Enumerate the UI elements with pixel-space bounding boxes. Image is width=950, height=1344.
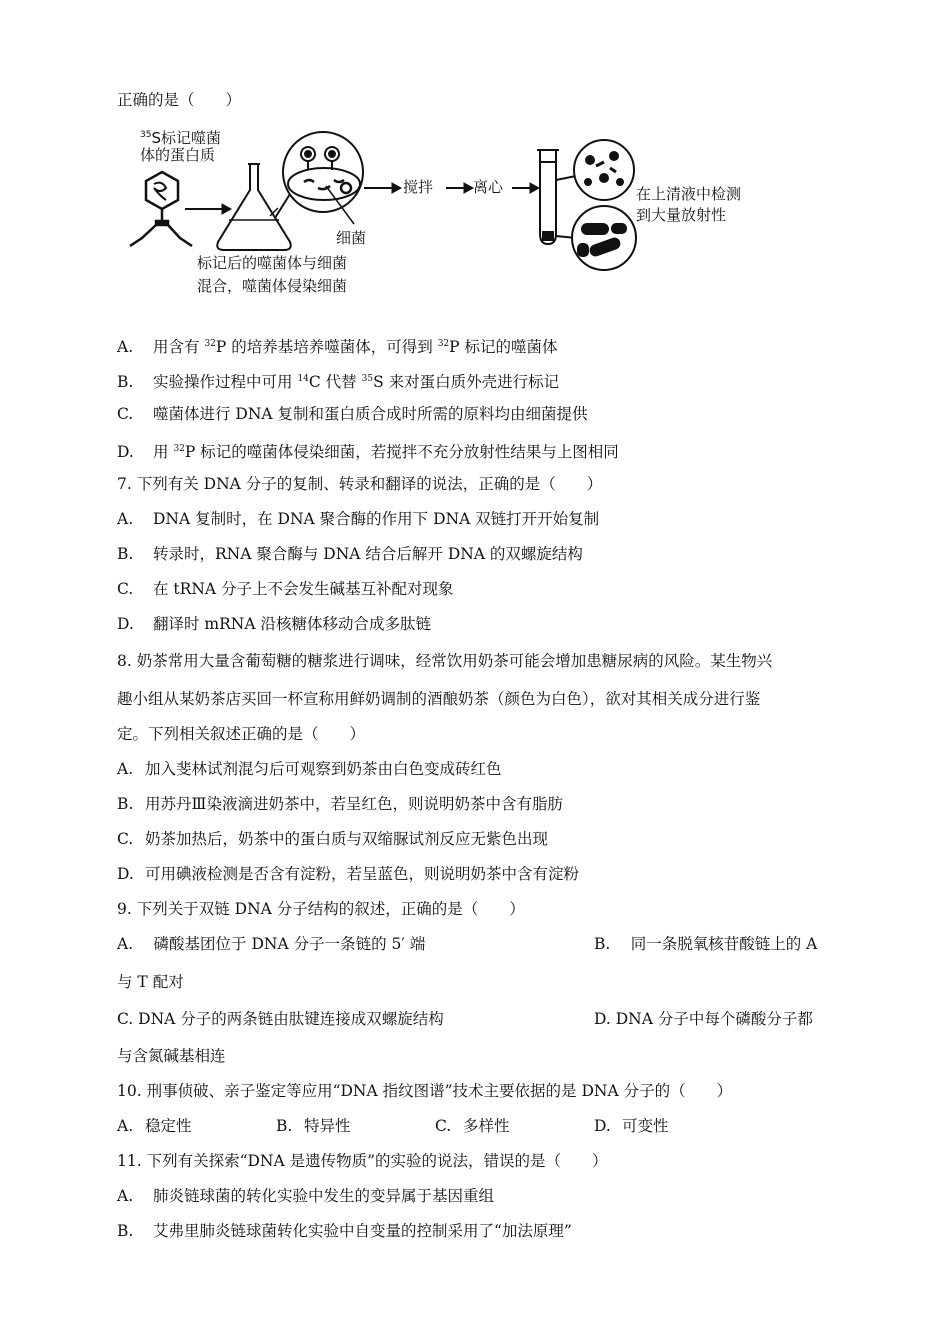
- q9-option-c: C. DNA 分子的两条链由肽键连接成双螺旋结构: [117, 1010, 444, 1028]
- diagram-label-result-line1: 在上清液中检测: [636, 185, 742, 203]
- q10-option-a: A. 稳定性: [117, 1117, 192, 1135]
- q7-option-c: C. 在 tRNA 分子上不会发生碱基互补配对现象: [117, 580, 454, 598]
- q7-stem: 7. 下列有关 DNA 分子的复制、转录和翻译的说法，正确的是（ ）: [117, 475, 603, 493]
- q11-option-a: A. 肺炎链球菌的转化实验中发生的变异属于基因重组: [117, 1187, 495, 1205]
- q7-option-a: A. DNA 复制时，在 DNA 聚合酶的作用下 DNA 双链打开开始复制: [117, 510, 600, 528]
- q10-option-d: D. 可变性: [594, 1117, 669, 1135]
- diagram-label-35s-line1: $^{35}$S标记噬菌: [140, 129, 221, 147]
- q11-stem: 11. 下列有关探索“DNA 是遗传物质”的实验的说法，错误的是（ ）: [117, 1152, 608, 1170]
- q8-option-a: A. 加入斐林试剂混匀后可观察到奶茶由白色变成砖红色: [117, 760, 502, 778]
- q10-option-b: B. 特异性: [276, 1117, 351, 1135]
- q7-option-b: B. 转录时，RNA 聚合酶与 DNA 结合后解开 DNA 的双螺旋结构: [117, 545, 583, 563]
- diagram-label-mix-line2: 混合，噬菌体侵染细菌: [197, 277, 348, 295]
- q7-option-d: D. 翻译时 mRNA 沿核糖体移动合成多肽链: [117, 615, 431, 633]
- arrow-icon: [185, 204, 231, 214]
- diagram-label-centrifuge: 离心: [473, 178, 504, 196]
- q10-option-c: C. 多样性: [435, 1117, 510, 1135]
- arrow-icon: [364, 183, 539, 193]
- q9-option-b-line2: 与 T 配对: [117, 973, 184, 991]
- q9-option-b-line1: B. 同一条脱氧核苷酸链上的 A: [594, 935, 818, 953]
- pellet-zoom-bubble-icon: [556, 206, 636, 270]
- q8-option-c: C. 奶茶加热后，奶茶中的蛋白质与双缩脲试剂反应无紫色出现: [117, 830, 549, 848]
- q6-stem-tail: 正确的是（ ）: [117, 91, 242, 109]
- q8-option-b: B. 用苏丹Ⅲ染液滴进奶茶中，若呈红色，则说明奶茶中含有脂肪: [117, 795, 563, 813]
- test-tube-icon: [537, 150, 559, 244]
- diagram-label-35s-line2: 体的蛋白质: [140, 146, 216, 164]
- q9-option-d-line1: D. DNA 分子中每个磷酸分子都: [594, 1010, 813, 1028]
- q8-stem-line1: 8. 奶茶常用大量含葡萄糖的糖浆进行调味，经常饮用奶茶可能会增加患糖尿病的风险。某生物兴: [117, 652, 773, 670]
- q8-option-d: D. 可用碘液检测是否含有淀粉，若呈蓝色，则说明奶茶中含有淀粉: [117, 865, 580, 883]
- q8-stem-line3: 定。下列相关叙述正确的是（ ）: [117, 725, 366, 743]
- q6-option-b: B. 实验操作过程中可用 $^{14}$C 代替 $^{35}$S 来对蛋白质外壳进行标记: [117, 373, 560, 391]
- q6-option-c: C. 噬菌体进行 DNA 复制和蛋白质合成时所需的原料均由细菌提供: [117, 405, 588, 423]
- phage-icon: [130, 172, 192, 246]
- q6-option-a: A. 用含有 $^{32}$P 的培养基培养噬菌体，可得到 $^{32}$P 标记的噬菌体: [117, 338, 558, 356]
- phage-experiment-diagram: [120, 120, 770, 310]
- q11-option-b: B. 艾弗里肺炎链球菌转化实验中自变量的控制采用了“加法原理”: [117, 1222, 572, 1240]
- diagram-label-result-line2: 到大量放射性: [636, 206, 727, 224]
- q9-stem: 9. 下列关于双链 DNA 分子结构的叙述，正确的是（ ）: [117, 900, 525, 918]
- q8-stem-line2: 趣小组从某奶茶店买回一杯宣称用鲜奶调制的酒酿奶茶（颜色为白色），欲对其相关成分进行鉴: [117, 690, 761, 708]
- supernatant-zoom-bubble-icon: [556, 140, 634, 200]
- diagram-label-bacteria: 细菌: [336, 229, 367, 247]
- q10-stem: 10. 刑事侦破、亲子鉴定等应用“DNA 指纹图谱”技术主要依据的是 DNA 分子的（ ）: [117, 1082, 733, 1100]
- diagram-label-mix-line1: 标记后的噬菌体与细菌: [197, 254, 348, 272]
- q9-option-a: A. 磷酸基团位于 DNA 分子一条链的 5′ 端: [117, 935, 426, 953]
- bacteria-zoom-bubble-icon: [275, 132, 363, 224]
- q6-option-d: D. 用 $^{32}$P 标记的噬菌体侵染细菌，若搅拌不充分放射性结果与上图相同: [117, 443, 619, 461]
- q9-option-d-line2: 与含氮碱基相连: [117, 1047, 226, 1065]
- diagram-label-stir: 搅拌: [403, 178, 434, 196]
